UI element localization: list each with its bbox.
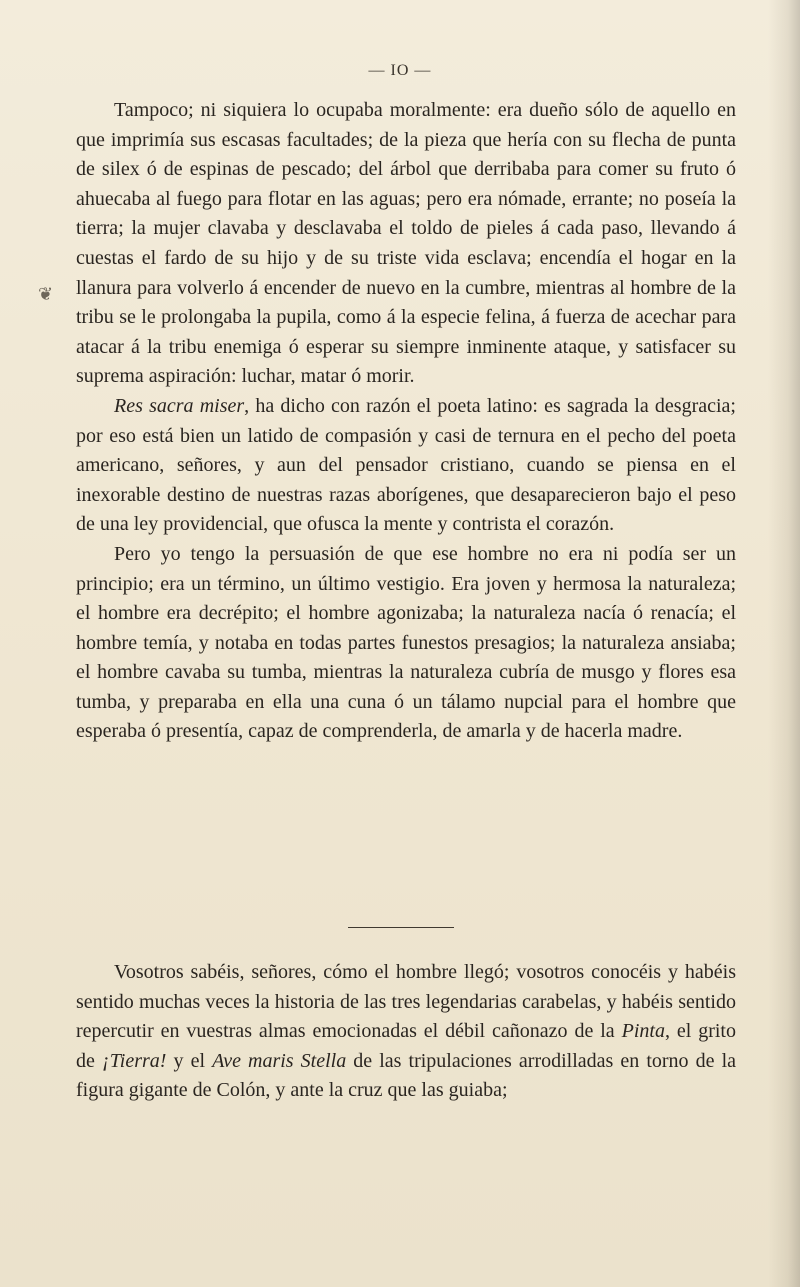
paragraph-2 <box>76 392 736 540</box>
margin-mark: ❦ <box>38 284 54 304</box>
paragraph-4-text-c: y el <box>166 1049 213 1072</box>
page-number: — IO — <box>368 62 432 79</box>
paragraph-1: Tampoco; ni siquiera lo ocupaba moralmente: era dueño sólo de aquello en que imprimía sus escasas facultades; de la pieza que hería con su flecha de punta de silex ó de espinas de pescado; del árbol que derribaba para comer su fruto ó ahuecaba al fuego para flotar en las aguas; pero era nómade, errante; no poseía la tierra; la mujer clavaba y desclavaba el toldo de pieles á cada paso, llevando á cuestas el fardo de su hijo y de su triste vida esclava; encendía el hogar en la llanura para volverlo á encender de nuevo en la cumbre, mientras al hombre de la tribu se le prolongaba la pupila, como á la especie felina, á fuerza de acechar para atacar á la tribu enemiga ó esperar su siempre inminente ataque, y satisfacer su suprema aspiración: luchar, matar ó morir. <box>76 99 736 388</box>
latin-quote: Res sacra miser <box>114 394 245 417</box>
section-divider <box>348 927 454 928</box>
paragraph-4 <box>76 958 736 1106</box>
hymn-title: Ave maris Stella <box>212 1049 347 1072</box>
second-text-block <box>76 958 736 1106</box>
paragraph-3: Pero yo tengo la persuasión de que ese hombre no era ni podía ser un principio; era un término, un último vestigio. Era joven y hermosa la naturaleza; el hombre era decrépito; el hombre agonizaba; la naturaleza nacía ó renacía; el hombre temía, y notaba en todas partes funestos presagios; la naturaleza ansiaba; el hombre cavaba su tumba, mientras la naturaleza cubría de musgo y flores esa tumba, y preparaba en ella una cuna ó un tálamo nupcial para el hombre que esperaba ó presentía, capaz de comprenderla, de amarla y de hacerla madre. <box>76 542 736 743</box>
paragraph-2-text: , ha dicho con razón el poeta latino: es sagrada la desgracia; por eso está bien un latido de compasión y casi de ternura en el pecho del poeta americano, señores, y aun del pensador cristiano, cuando se piensa en el inexorable destino de nuestras razas aborígenes, que desaparecieron bajo el peso de una ley providencial, que ofusca la mente y contrista el corazón. <box>76 394 736 536</box>
paragraph-4-text-d: de las tripulaciones arrodilladas en torno de la figura gigante de Colón, y ante la cruz que las guiaba; <box>76 1049 737 1102</box>
paragraph-4-text-b: , el grito de <box>76 1020 736 1072</box>
main-text-block <box>76 96 736 747</box>
exclamation-tierra: ¡Tierra! <box>101 1049 167 1072</box>
ship-name-pinta: Pinta <box>621 1020 665 1043</box>
paragraph-4-text-a: Vosotros sabéis, señores, cómo el hombre llegó; vosotros conocéis y habéis sentido muchas veces la historia de las tres legendarias carabelas, y habéis sentido repercutir en vuestras almas emocionadas el débil cañonazo de la <box>76 961 736 1043</box>
